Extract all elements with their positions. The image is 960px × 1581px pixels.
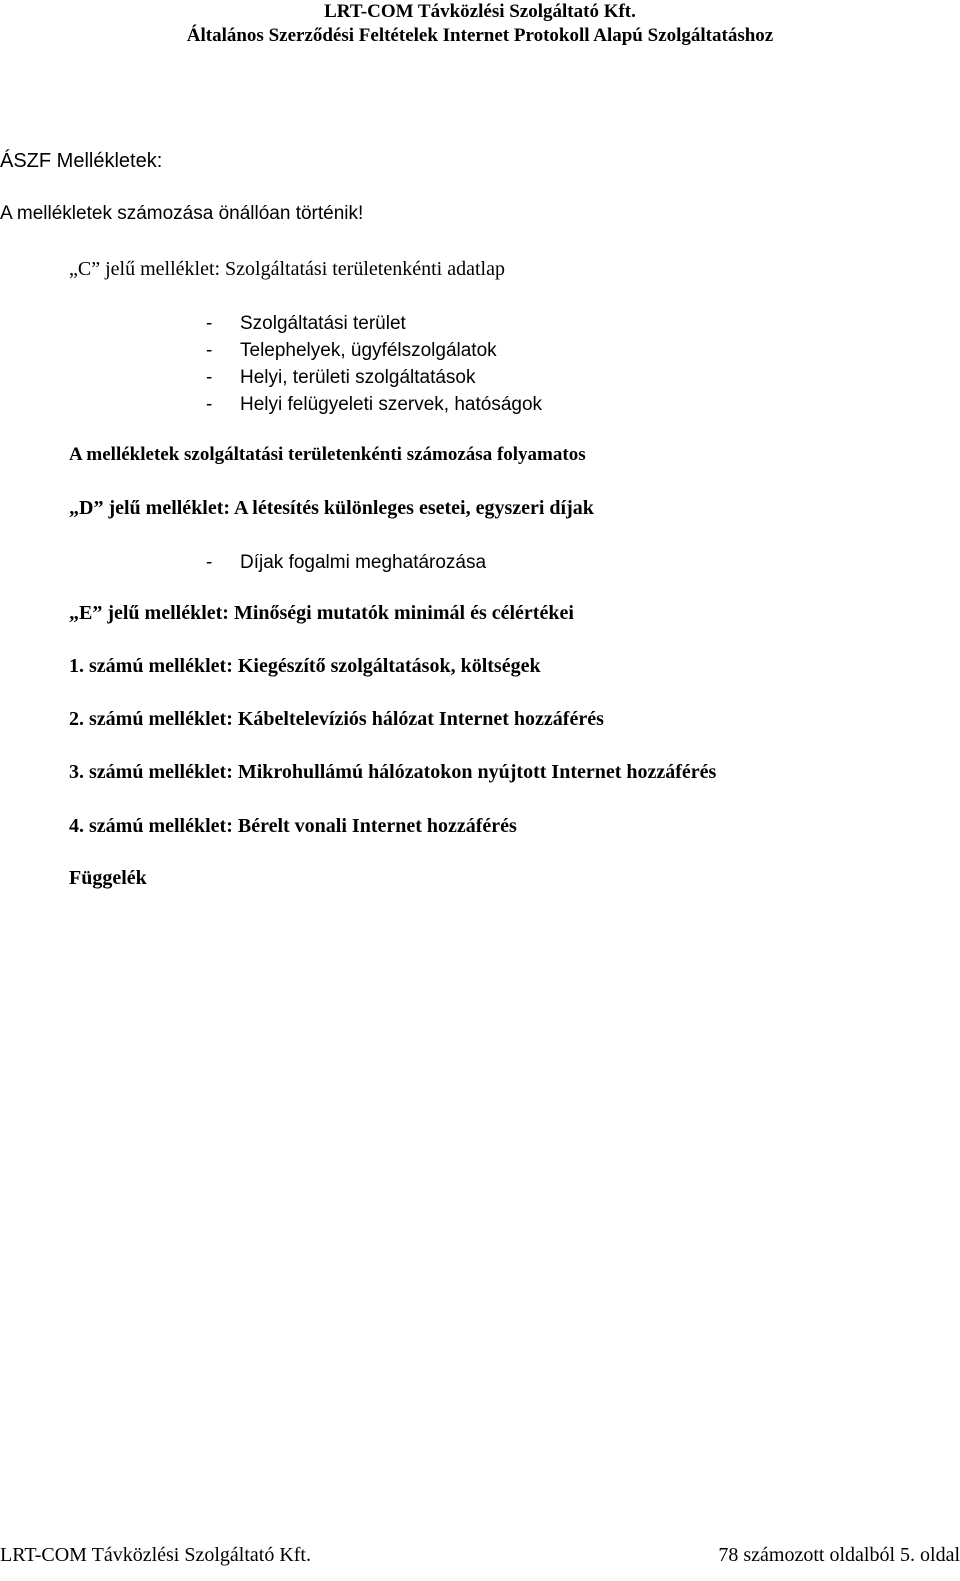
- appendix-title: Függelék: [69, 867, 147, 889]
- annex-2-title: 2. számú melléklet: Kábeltelevíziós hálózat Internet hozzáférés: [69, 708, 604, 730]
- annex-c-list: [206, 310, 542, 418]
- footer-page-number: 78 számozott oldalból 5. oldal: [718, 1544, 960, 1566]
- list-dash: -: [206, 552, 213, 573]
- annex-e-title: „E” jelű melléklet: Minőségi mutatók minimál és célértékei: [69, 602, 574, 624]
- annex-c-title: „C” jelű melléklet: Szolgáltatási területenkénti adatlap: [69, 258, 505, 280]
- list-item-text: Helyi felügyeleti szervek, hatóságok: [240, 394, 543, 415]
- list-item: [206, 337, 542, 364]
- list-item-text: Szolgáltatási terület: [240, 313, 406, 334]
- list-dash: -: [206, 394, 213, 415]
- list-item-text: Díjak fogalmi meghatározása: [240, 552, 487, 573]
- list-item: [206, 549, 486, 576]
- page-header: [0, 0, 960, 48]
- annex-d-title: „D” jelű melléklet: A létesítés különleges esetei, egyszeri díjak: [69, 497, 594, 519]
- list-item: [206, 364, 542, 391]
- list-dash: -: [206, 313, 213, 334]
- annex-3-title: 3. számú melléklet: Mikrohullámú hálózatokon nyújtott Internet hozzáférés: [69, 761, 717, 783]
- list-item: [206, 391, 542, 418]
- list-dash: -: [206, 340, 213, 361]
- list-item-text: Helyi, területi szolgáltatások: [240, 367, 476, 388]
- list-item: [206, 310, 542, 337]
- list-dash: -: [206, 367, 213, 388]
- annex-numbering-note: A mellékletek szolgáltatási területenkénti számozása folyamatos: [69, 444, 586, 465]
- list-item-text: Telephelyek, ügyfélszolgálatok: [240, 340, 497, 361]
- header-company-name: LRT-COM Távközlési Szolgáltató Kft.: [324, 1, 636, 22]
- annex-d-list: [206, 549, 486, 576]
- section-heading: ÁSZF Mellékletek:: [0, 150, 163, 172]
- annex-1-title: 1. számú melléklet: Kiegészítő szolgáltatások, költségek: [69, 655, 541, 677]
- footer-company-name: LRT-COM Távközlési Szolgáltató Kft.: [0, 1544, 311, 1566]
- annex-4-title: 4. számú melléklet: Bérelt vonali Internet hozzáférés: [69, 815, 517, 837]
- header-document-title: Általános Szerződési Feltételek Internet Protokoll Alapú Szolgáltatáshoz: [186, 25, 774, 46]
- numbering-note: A mellékletek számozása önállóan történik!: [0, 203, 364, 224]
